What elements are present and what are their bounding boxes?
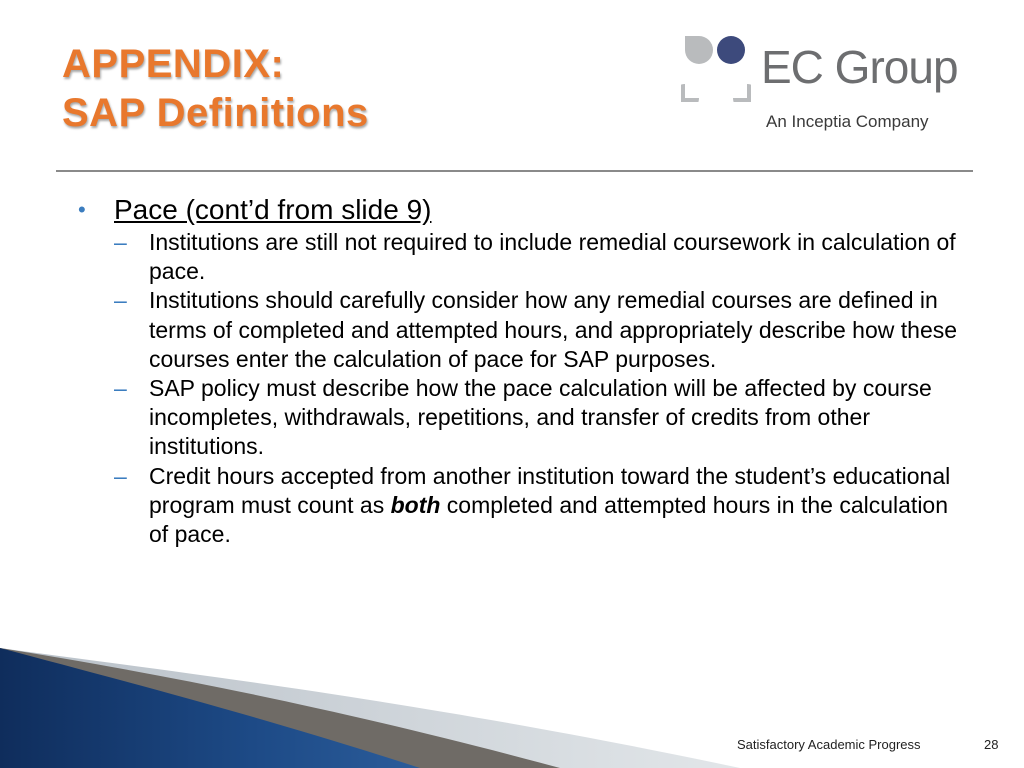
sub-bullet-text-before: Credit hours accepted from another institution toward the student’s educational program must count as bbox=[149, 462, 951, 518]
slide-title-line-1: APPENDIX: bbox=[62, 42, 285, 86]
sub-bullet-text: SAP policy must describe how the pace calculation will be affected by course incompletes, withdrawals, repetitions, and transfer of credits from other institutions. bbox=[149, 375, 932, 460]
dash-icon: – bbox=[114, 462, 127, 489]
sub-bullet-text-after: completed and attempted hours in the calculation of pace. bbox=[149, 491, 949, 548]
logo-tagline: An Inceptia Company bbox=[766, 112, 929, 131]
footer-title: Satisfactory Academic Progress bbox=[737, 737, 921, 752]
pace-heading: Pace (cont’d from slide 9) bbox=[114, 194, 432, 225]
sub-bullet-emphasis: both bbox=[390, 491, 441, 518]
slide-number: 28 bbox=[984, 737, 999, 752]
dash-icon: – bbox=[114, 287, 127, 314]
sub-bullet-text: Institutions are still not required to include remedial coursework in calculation of pace. bbox=[149, 229, 956, 285]
sub-bullet-text: Institutions should carefully consider how any remedial courses are defined in terms of completed and attempted hours, and appropriately describe how these courses enter the calculation of pace for SAP purposes. bbox=[149, 287, 958, 372]
bullet-dot-icon: • bbox=[78, 197, 86, 222]
logo-name: EC Group bbox=[761, 41, 958, 93]
dash-icon: – bbox=[114, 229, 127, 255]
dash-icon: – bbox=[114, 375, 127, 402]
slide-title-line-2: SAP Definitions bbox=[62, 90, 369, 135]
